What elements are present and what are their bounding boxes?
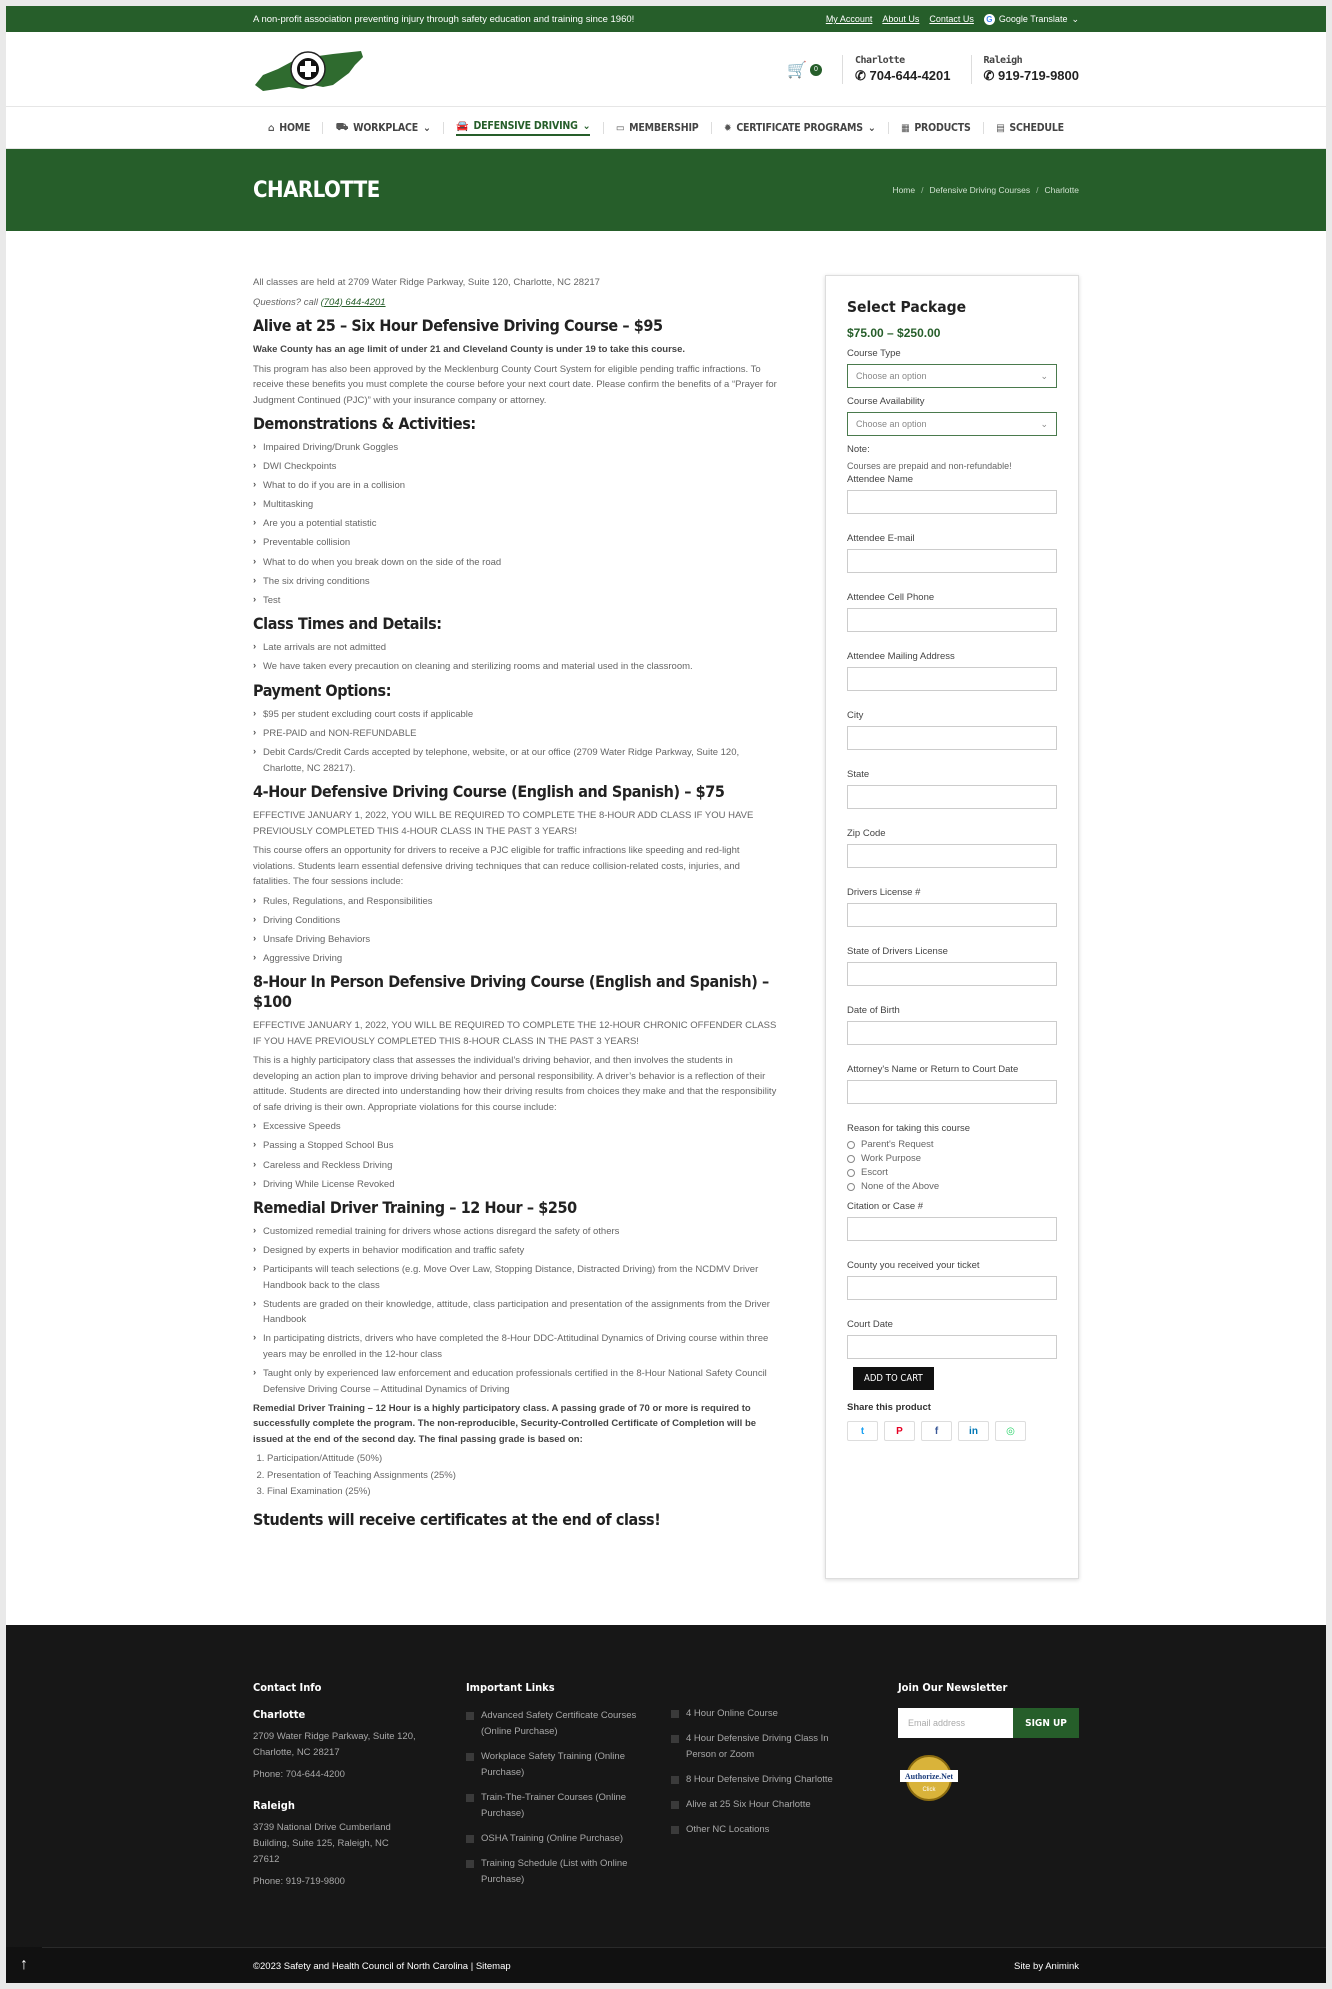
price-range: $75.00 – $250.00 — [847, 326, 941, 340]
google-icon: G — [984, 14, 995, 25]
phone-number: 919-719-9800 — [998, 68, 1079, 83]
drivers-license-input[interactable] — [847, 903, 1057, 927]
select-package-form — [825, 275, 1079, 1579]
car-icon: 🚘 — [456, 120, 469, 132]
alive-description: This program has also been approved by the Mecklenburg County Court System for eligible pending traffic infractions. To receive these benefits you must complete the course before your next court date. Please confirm the benefits of a “Prayer for Judgment Continued (PJC)” with your insurance company or attorney. — [253, 363, 777, 406]
nav-label: MEMBERSHIP — [629, 122, 699, 134]
field-label: State of Drivers License — [847, 946, 948, 957]
raleigh-contact — [971, 55, 1080, 84]
site-credit[interactable]: Site by Animink — [1014, 1960, 1079, 1972]
footer-link[interactable]: 8 Hour Defensive Driving Charlotte — [671, 1772, 841, 1788]
about-us-link[interactable]: About Us — [882, 14, 920, 24]
course-availability-label: Course Availability — [847, 396, 925, 407]
list-item: › Excessive Speeds — [253, 1119, 780, 1135]
questions-line — [253, 295, 780, 311]
four-hour-sessions-list — [253, 894, 780, 967]
chevron-down-icon: ⌄ — [582, 120, 591, 132]
attendee-mailing-address-input[interactable] — [847, 667, 1057, 691]
forklift-icon: ⛟ — [335, 121, 349, 133]
eight-hour-notice: EFFECTIVE JANUARY 1, 2022, YOU WILL BE REQUIRED TO COMPLETE THE 12-HOUR CHRONIC OFFENDER CLASS IF YOU HAVE PREVIOUSLY COMPLETED THIS 8-HOUR CLASS IN THE PAST 3 YEARS! — [253, 1020, 777, 1047]
breadcrumb-defensive-driving[interactable]: Defensive Driving Courses — [929, 185, 1031, 195]
list-item: › Debit Cards/Credit Cards accepted by telephone, website, or at our office (2709 Water Ridge Parkway, Suite 120, Charlotte, NC 28217). — [253, 745, 780, 776]
list-item: › Careless and Reckless Driving — [253, 1158, 780, 1174]
list-item: › Participants will teach selections (e.g. Move Over Law, Stopping Distance, Distracted Driving) from the NCDMV Driver Handbook back to the class — [253, 1262, 780, 1293]
reason-escort-radio[interactable] — [847, 1167, 1057, 1178]
state-input[interactable] — [847, 785, 1057, 809]
share-title: Share this product — [847, 1402, 931, 1413]
linkedin-icon[interactable]: in — [958, 1421, 989, 1441]
list-item: › Unsafe Driving Behaviors — [253, 932, 780, 948]
reason-label: Reason for taking this course — [847, 1123, 971, 1134]
nav-certificate-programs[interactable] — [724, 122, 876, 134]
list-item: › Aggressive Driving — [253, 951, 780, 967]
nav-label: HOME — [279, 122, 311, 134]
attorney-court-date-input[interactable] — [847, 1080, 1057, 1104]
footer-address: 2709 Water Ridge Parkway, Suite 120, Charlotte, NC 28217 — [253, 1731, 416, 1758]
top-bar — [6, 6, 1326, 32]
list-item: › Taught only by experienced law enforcement and education professionals certified in the 8-Hour National Safety Council Defensive Driving Course – Attitudinal Dynamics of Driving — [253, 1366, 780, 1397]
breadcrumb-current: Charlotte — [1044, 185, 1079, 195]
newsletter-form — [898, 1708, 1079, 1738]
demonstrations-heading: Demonstrations & Activities: — [253, 414, 476, 433]
nav-label: WORKPLACE — [353, 122, 418, 134]
nav-membership[interactable] — [616, 122, 699, 134]
list-item: › Test — [253, 593, 780, 609]
scroll-to-top-button[interactable] — [6, 1947, 42, 1983]
footer-heading: Join Our Newsletter — [898, 1681, 1008, 1694]
nav-divider — [443, 122, 444, 134]
note-label: Note: — [847, 444, 870, 455]
questions-phone-link[interactable]: (704) 644-4201 — [320, 296, 386, 308]
nav-label: SCHEDULE — [1009, 122, 1064, 134]
class-times-heading: Class Times and Details: — [253, 614, 442, 634]
list-item: › Driving While License Revoked — [253, 1177, 780, 1193]
footer-link[interactable]: Training Schedule (List with Online Purchase) — [466, 1856, 646, 1888]
list-item: › PRE-PAID and NON-REFUNDABLE — [253, 726, 780, 742]
date-of-birth-input[interactable] — [847, 1021, 1057, 1045]
reason-parents-request-radio[interactable] — [847, 1139, 1057, 1150]
content-area — [253, 231, 1079, 1579]
course-type-label: Course Type — [847, 348, 901, 359]
newsletter-email-input[interactable]: Email address — [898, 1708, 1013, 1738]
citation-input[interactable] — [847, 1217, 1057, 1241]
list-item: › Preventable collision — [253, 535, 780, 551]
footer-newsletter — [898, 1681, 1079, 1897]
course-availability-select[interactable] — [847, 412, 1057, 436]
attendee-cell-phone-input[interactable] — [847, 608, 1057, 632]
reason-work-purpose-radio[interactable] — [847, 1153, 1057, 1164]
list-item: › In participating districts, drivers who have completed the 8-Hour DDC-Attitudinal Dynamics of Driving course within three years may be enrolled in the 12-hour class — [253, 1331, 780, 1362]
footer-link[interactable]: Workplace Safety Training (Online Purchase) — [466, 1749, 646, 1781]
city-input[interactable] — [847, 726, 1057, 750]
copyright: ©2023 Safety and Health Council of North Carolina | Sitemap — [253, 1960, 511, 1972]
phone-link-raleigh[interactable] — [984, 68, 1080, 84]
chevron-down-icon: ⌄ — [1040, 418, 1048, 429]
my-account-link[interactable]: My Account — [825, 14, 873, 24]
home-icon: ⌂ — [268, 122, 275, 134]
whatsapp-icon[interactable]: ◎ — [995, 1421, 1026, 1441]
boxes-icon: ▦ — [901, 122, 910, 134]
nav-divider — [888, 122, 889, 134]
list-item: › Designed by experts in behavior modification and traffic safety — [253, 1243, 780, 1259]
eight-hour-description: This is a highly participatory class that assesses the individual’s driving behavior, and then involves the students in developing an action plan to improve driving behavior and personal responsibility. A driver’s behavior is a reflection of their attitude. Students are directed into understanding how their driving results from choices they make and that the responsibility of safe driving is their own. Appropriate violations for this course include: — [253, 1055, 777, 1113]
footer-link[interactable]: 4 Hour Defensive Driving Class In Person or Zoom — [671, 1731, 841, 1763]
list-item: › Customized remedial training for drivers whose actions disregard the safety of others — [253, 1224, 780, 1240]
nav-workplace[interactable] — [336, 122, 431, 135]
nav-home[interactable] — [268, 122, 310, 134]
list-item: › We have taken every precaution on cleaning and sterilizing rooms and material used in the classroom. — [253, 659, 780, 675]
list-item: 2. Presentation of Teaching Assignments (25%) — [267, 1468, 780, 1484]
phone-link-charlotte[interactable] — [855, 68, 951, 84]
cart-count-badge: 0 — [810, 64, 822, 76]
remedial-list — [253, 1224, 780, 1397]
tagline: A non-profit association preventing injury through safety education and training since 1960! — [253, 13, 635, 25]
zip-code-input[interactable] — [847, 844, 1057, 868]
authorize-net-seal[interactable] — [898, 1754, 960, 1802]
breadcrumb — [892, 185, 1079, 195]
breadcrumb-separator: / — [1036, 185, 1039, 195]
field-label: Attendee Cell Phone — [847, 592, 935, 603]
chevron-down-icon: ⌄ — [1071, 13, 1079, 24]
chevron-down-icon: ⌄ — [1040, 370, 1048, 381]
cart-icon: 🛒 — [787, 61, 807, 79]
arrow-up-icon: ↑ — [20, 1956, 28, 1973]
nav-divider — [603, 122, 604, 134]
chevron-down-icon: ⌄ — [423, 122, 431, 134]
site-footer — [6, 1625, 1326, 1947]
demonstrations-list — [253, 440, 780, 608]
breadcrumb-home[interactable]: Home — [892, 185, 916, 195]
field-label: Attendee E-mail — [847, 533, 915, 544]
alive-at-25-heading: Alive at 25 – Six Hour Defensive Driving Course – $95 — [253, 316, 663, 335]
ticket-county-input[interactable] — [847, 1276, 1057, 1300]
footer-address: 3739 National Drive Cumberland Building, Suite 125, Raleigh, NC 27612 — [253, 1822, 391, 1865]
footer-links-list — [671, 1706, 841, 1838]
nav-defensive-driving[interactable] — [456, 120, 590, 136]
footer-link[interactable]: 4 Hour Online Course — [671, 1706, 841, 1722]
list-item: › Are you a potential statistic — [253, 516, 780, 532]
radio-label: Escort — [861, 1167, 888, 1178]
note-text: Courses are prepaid and non-refundable! — [847, 461, 1012, 471]
footer-links-list — [466, 1708, 646, 1888]
site-logo[interactable] — [253, 45, 365, 95]
share-buttons — [847, 1421, 1057, 1441]
court-date-input[interactable] — [847, 1335, 1057, 1359]
main-nav — [6, 107, 1326, 149]
charlotte-contact — [842, 55, 951, 84]
license-state-input[interactable] — [847, 962, 1057, 986]
radio-circle — [847, 1183, 855, 1191]
field-label: Citation or Case # — [847, 1201, 924, 1212]
list-item: › What to do when you break down on the side of the road — [253, 555, 780, 571]
nav-divider — [322, 122, 323, 134]
list-item: › Impaired Driving/Drunk Goggles — [253, 440, 780, 456]
city-name: Charlotte — [855, 55, 905, 66]
payment-options-heading: Payment Options: — [253, 680, 392, 700]
radio-label: Parent's Request — [861, 1139, 934, 1150]
footer-heading: Contact Info — [253, 1681, 322, 1694]
phone-icon: ✆ — [983, 68, 995, 83]
remedial-grading-note: Remedial Driver Training – 12 Hour is a highly participatory class. A passing grade of 70 or more is required to successfully complete the program. The non-reproducible, Security-Controlled Certificate of Completion will be issued at the end of the second day. The final passing grade is based on: — [253, 1402, 757, 1445]
attendee-email-input[interactable] — [847, 549, 1057, 573]
facebook-icon[interactable]: f — [921, 1421, 952, 1441]
authnet-click: Click — [922, 1787, 936, 1793]
field-label: State — [847, 769, 870, 780]
location-intro: All classes are held at 2709 Water Ridge Parkway, Suite 120, Charlotte, NC 28217 — [253, 277, 600, 288]
attendee-name-input[interactable] — [847, 490, 1057, 514]
list-item: › DWI Checkpoints — [253, 459, 780, 475]
age-limit-note: Wake County has an age limit of under 21 and Cleveland County is under 19 to take this course. — [253, 344, 685, 355]
four-hour-description: This course offers an opportunity for drivers to receive a PJC eligible for traffic infractions like speeding and red-light violations. Students learn essential defensive driving techniques that can reduce collision-related costs, injuries, and fatalities. The four sessions include: — [253, 845, 740, 888]
field-label: Date of Birth — [847, 1005, 900, 1016]
radio-circle — [847, 1169, 855, 1177]
list-item: › $95 per student excluding court costs if applicable — [253, 707, 780, 723]
payment-options-list — [253, 707, 780, 776]
four-hour-notice: EFFECTIVE JANUARY 1, 2022, YOU WILL BE REQUIRED TO COMPLETE THE 8-HOUR ADD CLASS IF YOU HAVE PREVIOUSLY COMPLETED THIS 4-HOUR CLASS IN THE PAST 3 YEARS! — [253, 810, 754, 837]
field-label: City — [847, 710, 864, 721]
select-value: Choose an option — [856, 371, 927, 381]
footer-heading: Important Links — [466, 1681, 555, 1694]
chevron-down-icon: ⌄ — [867, 122, 876, 134]
footer-city: Raleigh — [253, 1799, 295, 1812]
certificate-icon: ✹ — [723, 122, 732, 134]
reason-none-radio[interactable] — [847, 1181, 1057, 1192]
authorize-net-seal-icon — [898, 1754, 960, 1802]
radio-circle — [847, 1141, 855, 1149]
cart-button[interactable] — [787, 60, 822, 80]
footer-phone[interactable]: Phone: 704-644-4200 — [253, 1769, 345, 1780]
id-card-icon: ▭ — [615, 122, 625, 134]
radio-circle — [847, 1155, 855, 1163]
list-item: › Passing a Stopped School Bus — [253, 1138, 780, 1154]
footer-link[interactable]: Alive at 25 Six Hour Charlotte — [671, 1797, 841, 1813]
page — [6, 6, 1326, 1983]
eight-hour-heading: 8-Hour In Person Defensive Driving Course (English and Spanish) – $100 — [253, 972, 769, 1012]
page-title-bar — [6, 149, 1326, 231]
list-item: › The six driving conditions — [253, 574, 780, 590]
field-label: Attorney's Name or Return to Court Date — [847, 1064, 1019, 1075]
site-header — [6, 32, 1326, 107]
nav-label: DEFENSIVE DRIVING — [473, 120, 578, 132]
twitter-icon[interactable]: t — [847, 1421, 878, 1441]
nav-schedule[interactable] — [996, 122, 1064, 134]
eight-hour-violations-list — [253, 1119, 780, 1192]
select-value: Choose an option — [856, 419, 927, 429]
list-item: › Rules, Regulations, and Responsibilities — [253, 894, 780, 910]
field-label: County you received your ticket — [847, 1260, 980, 1271]
list-item: › Students are graded on their knowledge, attitude, class participation and presentation of the assignments from the Driver Handbook — [253, 1297, 780, 1328]
radio-label: None of the Above — [861, 1181, 940, 1192]
field-label: Zip Code — [847, 828, 886, 839]
footer-links — [466, 1681, 671, 1897]
grading-list — [267, 1451, 780, 1500]
footer-city: Charlotte — [253, 1708, 306, 1721]
nav-label: PRODUCTS — [914, 122, 971, 134]
remedial-heading: Remedial Driver Training – 12 Hour – $250 — [253, 1198, 577, 1218]
list-item: › Late arrivals are not admitted — [253, 640, 780, 656]
page-title: CHARLOTTE — [253, 177, 380, 203]
list-item: 3. Final Examination (25%) — [267, 1484, 780, 1500]
course-type-select[interactable] — [847, 364, 1057, 388]
questions-prefix: Questions? call — [253, 296, 321, 308]
nav-divider — [983, 122, 984, 134]
authnet-text: Authorize.Net — [904, 1772, 954, 1781]
field-label: Attendee Name — [847, 474, 914, 485]
field-label: Attendee Mailing Address — [847, 651, 955, 662]
footer-link[interactable]: OSHA Training (Online Purchase) — [466, 1831, 646, 1847]
city-name: Raleigh — [983, 55, 1023, 66]
phone-icon: ✆ — [855, 68, 866, 83]
form-title: Select Package — [847, 298, 967, 316]
list-item: › What to do if you are in a collision — [253, 478, 780, 494]
four-hour-heading: 4-Hour Defensive Driving Course (English and Spanish) – $75 — [253, 782, 725, 802]
list-item: › Driving Conditions — [253, 913, 780, 929]
nav-label: CERTIFICATE PROGRAMS — [736, 122, 863, 134]
footer-contact — [253, 1681, 466, 1897]
contact-us-link[interactable]: Contact Us — [929, 14, 974, 24]
list-item: › Multitasking — [253, 497, 780, 513]
field-label: Court Date — [847, 1319, 893, 1330]
footer-link[interactable]: Advanced Safety Certificate Courses (Online Purchase) — [466, 1708, 646, 1740]
footer-phone[interactable]: Phone: 919-719-9800 — [253, 1876, 345, 1887]
phone-number: 704-644-4201 — [869, 68, 951, 83]
nav-divider — [711, 122, 712, 134]
footer-links-2 — [671, 1681, 898, 1897]
nav-products[interactable] — [901, 122, 971, 134]
top-links — [826, 14, 1079, 25]
newsletter-signup-button[interactable]: SIGN UP — [1013, 1708, 1079, 1738]
breadcrumb-separator: / — [921, 185, 924, 195]
list-item: 1. Participation/Attitude (50%) — [267, 1451, 780, 1467]
pinterest-icon[interactable]: P — [884, 1421, 915, 1441]
calendar-icon: ▤ — [996, 122, 1005, 134]
radio-label: Work Purpose — [861, 1153, 922, 1164]
footer-link[interactable]: Train-The-Trainer Courses (Online Purchase) — [466, 1790, 646, 1822]
field-label: Drivers License # — [847, 887, 921, 898]
add-to-cart-button[interactable]: ADD TO CART — [853, 1367, 934, 1390]
nc-state-logo-icon — [253, 45, 365, 95]
bottom-bar — [6, 1947, 1326, 1983]
header-contact — [787, 55, 1079, 84]
class-times-list — [253, 640, 780, 675]
course-description — [253, 275, 780, 1579]
google-translate-label: Google Translate — [998, 14, 1068, 24]
footer-link[interactable]: Other NC Locations — [671, 1822, 841, 1838]
certificates-note: Students will receive certificates at the end of class! — [253, 1509, 661, 1529]
google-translate[interactable] — [984, 14, 1079, 25]
